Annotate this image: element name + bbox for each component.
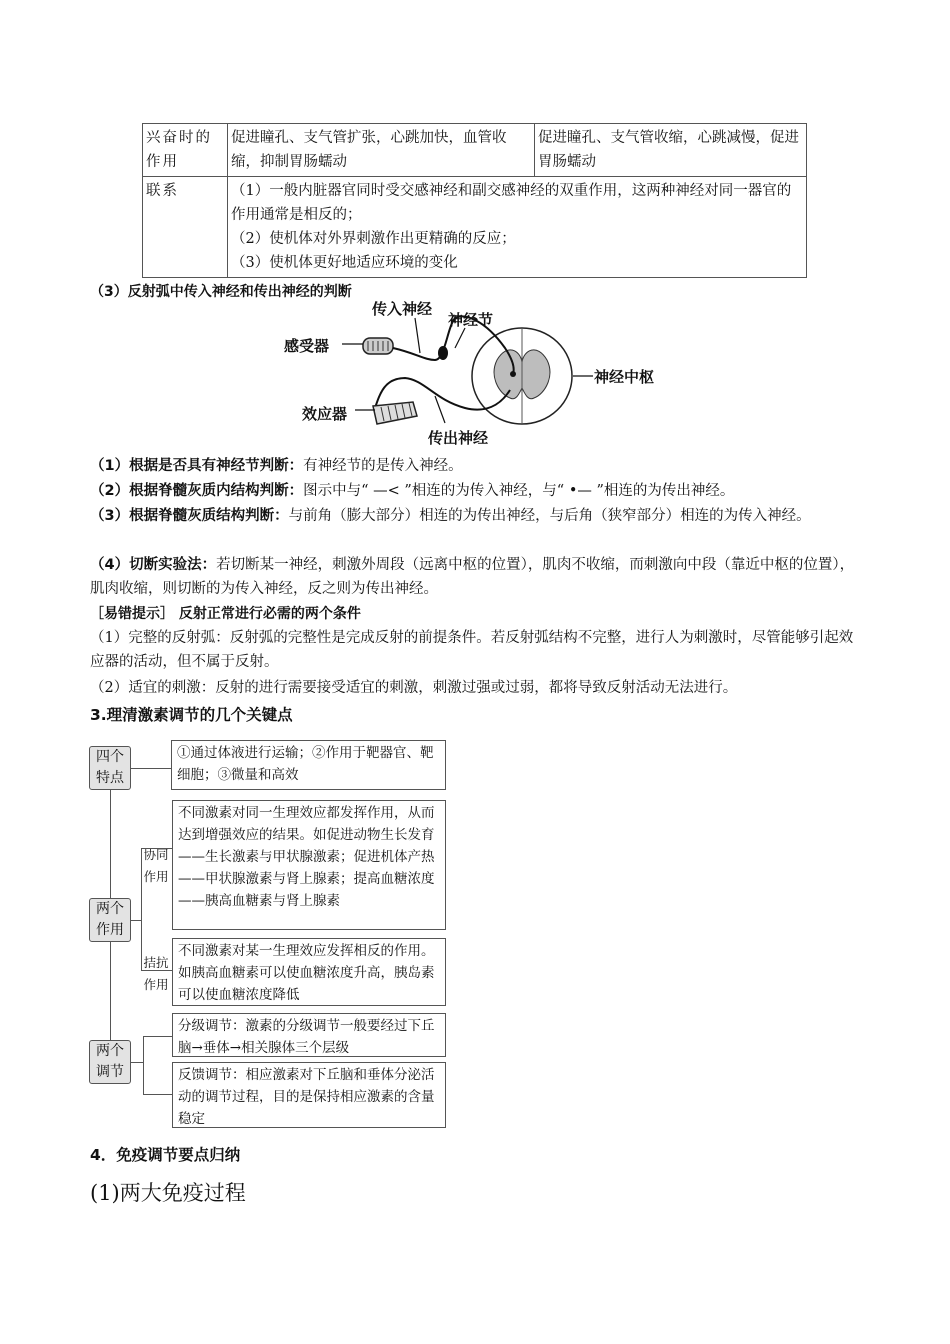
point-lead: （4）切断实验法：	[90, 557, 217, 573]
label-ganglion: 神经节	[448, 311, 494, 329]
features-box: ①通过体液进行运输；②作用于靶器官、靶细胞；③微量和高效	[171, 740, 446, 790]
point-lead: （1）根据是否具有神经节判断：	[90, 458, 304, 474]
trunk-line	[110, 790, 111, 898]
tip-item: （2）适宜的刺激：反射的进行需要接受适宜的刺激，刺激过强或过弱，都将导致反射活动无法进行。	[90, 680, 738, 696]
point-lead: （3）根据脊髓灰质结构判断：	[90, 508, 289, 524]
parasympathetic-effect: 促进瞳孔、支气管收缩，心跳减慢，促进胃肠蠕动	[535, 124, 807, 177]
connector	[143, 1094, 172, 1095]
point-text: 若切断某一神经，刺激外周段（远离中枢的位置），肌肉不收缩，而刺激向中段（靠近中枢的位置），肌肉收缩，则切断的为传入神经，反之则为传出神经。	[90, 557, 855, 597]
branch-line	[143, 1036, 144, 1094]
feedback-regulation-box: 反馈调节：相应激素对下丘脑和垂体分泌活动的调节过程，目的是保持相应激素的含量稳定	[172, 1062, 446, 1128]
tip-item: （1）完整的反射弧：反射弧的完整性是完成反射的前提条件。若反射弧结构不完整，进行人为刺激时，尽管能够引起效应器的活动，但不属于反射。	[90, 630, 854, 670]
relation-line: （3）使机体更好地适应环境的变化	[231, 255, 458, 271]
afferent-symbol: —<	[373, 483, 400, 499]
section-heading: （3）反射弧中传入神经和传出神经的判断	[90, 284, 352, 300]
point-text: ”相连的为传入神经，与“	[399, 483, 569, 499]
label-center: 神经中枢	[594, 368, 655, 386]
synergy-box: 不同激素对同一生理效应都发挥作用，从而达到增强效应的结果。如促进动物生长发育——生长激素与甲状腺激素；促进机体产热——甲状腺激素与肾上腺素；提高血糖浓度——胰高血糖素与肾上腺素	[172, 800, 446, 930]
relation-line: （1）一般内脏器官同时受交感神经和副交感神经的双重作用，这两种神经对同一器官的作用通常是相反的；	[231, 183, 792, 223]
point-4	[90, 553, 865, 601]
ganglion-dot	[438, 346, 448, 360]
trunk-line	[110, 942, 111, 1040]
ganglion-pointer	[455, 328, 465, 348]
nerve-comparison-table	[142, 123, 807, 278]
tip-title: ［易错提示］ 反射正常进行必需的两个条件	[90, 606, 361, 622]
label-receptor: 感受器	[284, 337, 330, 355]
antagonism-label: 拮抗作用	[143, 955, 169, 992]
afferent-pointer	[415, 318, 420, 353]
connector	[141, 848, 172, 849]
point-1	[90, 454, 880, 478]
point-text: ”相连的为传出神经。	[591, 483, 735, 499]
connector	[131, 920, 141, 921]
immune-heading: 4．免疫调节要点归纳	[90, 1146, 241, 1164]
label-effector: 效应器	[302, 405, 348, 423]
table-row	[143, 124, 807, 177]
point-text: 有神经节的是传入神经。	[303, 458, 463, 474]
relation-line: （2）使机体对外界刺激作出更精确的反应；	[231, 231, 516, 247]
point-text: 图示中与“	[303, 483, 374, 499]
table-row	[143, 177, 807, 278]
point-text: 与前角（膨大部分）相连的为传出神经，与后角（狭窄部分）相连的为传入神经。	[288, 508, 811, 524]
relation-content	[228, 177, 807, 278]
tag-four-features: 四个特点	[89, 746, 131, 790]
point-lead: （2）根据脊髓灰质内结构判断：	[90, 483, 304, 499]
tag-two-regulations: 两个调节	[89, 1040, 131, 1084]
immune-subheading: (1)两大免疫过程	[90, 1181, 246, 1205]
point-3	[90, 504, 865, 528]
synergy-label: 协同作用	[143, 847, 169, 884]
connector	[141, 970, 172, 971]
point-2	[90, 479, 890, 503]
row-label-excited: 兴奋时的作用	[143, 124, 228, 177]
neuron-dot	[510, 371, 516, 377]
sympathetic-effect: 促进瞳孔、支气管扩张，心跳加快，血管收缩，抑制胃肠蠕动	[228, 124, 535, 177]
connector	[131, 1062, 143, 1063]
graded-regulation-box: 分级调节：激素的分级调节一般要经过下丘脑→垂体→相关腺体三个层级	[172, 1013, 446, 1057]
antagonism-box: 不同激素对某一生理效应发挥相反的作用。如胰高血糖素可以使血糖浓度升高，胰岛素可以使血糖浓度降低	[172, 938, 446, 1006]
label-efferent: 传出神经	[428, 429, 489, 447]
tag-two-effects: 两个作用	[89, 898, 131, 942]
connector	[143, 1036, 172, 1037]
label-afferent: 传入神经	[372, 300, 433, 318]
hormone-heading: 3.理清激素调节的几个关键点	[90, 706, 293, 724]
efferent-symbol: •—	[568, 483, 592, 499]
row-label-relation: 联系	[143, 177, 228, 278]
connector	[131, 768, 171, 769]
